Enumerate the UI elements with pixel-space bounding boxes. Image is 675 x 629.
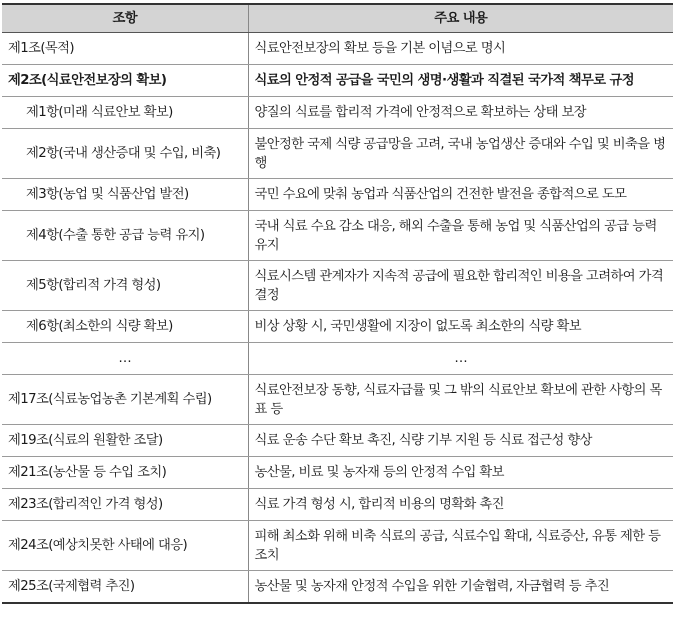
content-cell: 식료시스템 관계자가 지속적 공급에 필요한 합리적인 비용을 고려하여 가격 결정: [248, 261, 673, 311]
table-row: [2, 425, 673, 457]
table-row: [2, 261, 673, 311]
content-cell: 농산물 및 농자재 안정적 수입을 위한 기술협력, 자금협력 등 추진: [248, 571, 673, 603]
content-cell: 식료 운송 수단 확보 촉진, 식량 기부 지원 등 식료 접근성 향상: [248, 425, 673, 457]
article-cell: 제1조(목적): [2, 33, 248, 65]
article-cell: 제6항(최소한의 식량 확보): [2, 311, 248, 343]
article-cell: 제21조(농산물 등 수입 조치): [2, 457, 248, 489]
table-row: [2, 179, 673, 211]
table-row: [2, 65, 673, 97]
content-cell: 식료 가격 형성 시, 합리적 비용의 명확화 촉진: [248, 489, 673, 521]
article-cell: 제19조(식료의 원활한 조달): [2, 425, 248, 457]
table-row: [2, 97, 673, 129]
article-cell: 제2조(식료안전보장의 확보): [2, 65, 248, 97]
content-cell: 식료안전보장 동향, 식료자급률 및 그 밖의 식료안보 확보에 관한 사항의 목표 등: [248, 375, 673, 425]
table-row: [2, 211, 673, 261]
content-cell: 식료의 안정적 공급을 국민의 생명·생활과 직결된 국가적 책무로 규정: [248, 65, 673, 97]
article-cell: 제2항(국내 생산증대 및 수입, 비축): [2, 129, 248, 179]
article-cell: 제17조(식료농업농촌 기본계획 수립): [2, 375, 248, 425]
content-cell: 불안정한 국제 식량 공급망을 고려, 국내 농업생산 증대와 수입 및 비축을 병행: [248, 129, 673, 179]
article-cell: 제5항(합리적 가격 형성): [2, 261, 248, 311]
content-cell: 식료안전보장의 확보 등을 기본 이념으로 명시: [248, 33, 673, 65]
table-header-row: [2, 4, 673, 33]
content-cell: 양질의 식료를 합리적 가격에 안정적으로 확보하는 상태 보장: [248, 97, 673, 129]
content-cell: 농산물, 비료 및 농자재 등의 안정적 수입 확보: [248, 457, 673, 489]
table-row: [2, 571, 673, 603]
table-row: [2, 129, 673, 179]
article-cell: 제24조(예상치못한 사태에 대응): [2, 521, 248, 571]
content-cell: 국내 식료 수요 감소 대응, 해외 수출을 통해 농업 및 식품산업의 공급 능력 유지: [248, 211, 673, 261]
table-row: [2, 457, 673, 489]
article-cell: 제4항(수출 통한 공급 능력 유지): [2, 211, 248, 261]
article-cell: 제25조(국제협력 추진): [2, 571, 248, 603]
content-cell: 피해 최소화 위해 비축 식료의 공급, 식료수입 확대, 식료증산, 유통 제한 등 조치: [248, 521, 673, 571]
table-row: [2, 311, 673, 343]
table-row: [2, 33, 673, 65]
table-row: [2, 375, 673, 425]
content-cell: 국민 수요에 맞춰 농업과 식품산업의 건전한 발전을 종합적으로 도모: [248, 179, 673, 211]
table-row: [2, 521, 673, 571]
law-articles-table: [2, 3, 673, 604]
article-cell: 제23조(합리적인 가격 형성): [2, 489, 248, 521]
header-article: 조항: [2, 4, 248, 33]
content-cell: 비상 상황 시, 국민생활에 지장이 없도록 최소한의 식량 확보: [248, 311, 673, 343]
table-row: [2, 489, 673, 521]
header-content: 주요 내용: [248, 4, 673, 33]
ellipsis-cell: …: [248, 343, 673, 375]
ellipsis-row: [2, 343, 673, 375]
ellipsis-cell: …: [2, 343, 248, 375]
article-cell: 제1항(미래 식료안보 확보): [2, 97, 248, 129]
article-cell: 제3항(농업 및 식품산업 발전): [2, 179, 248, 211]
